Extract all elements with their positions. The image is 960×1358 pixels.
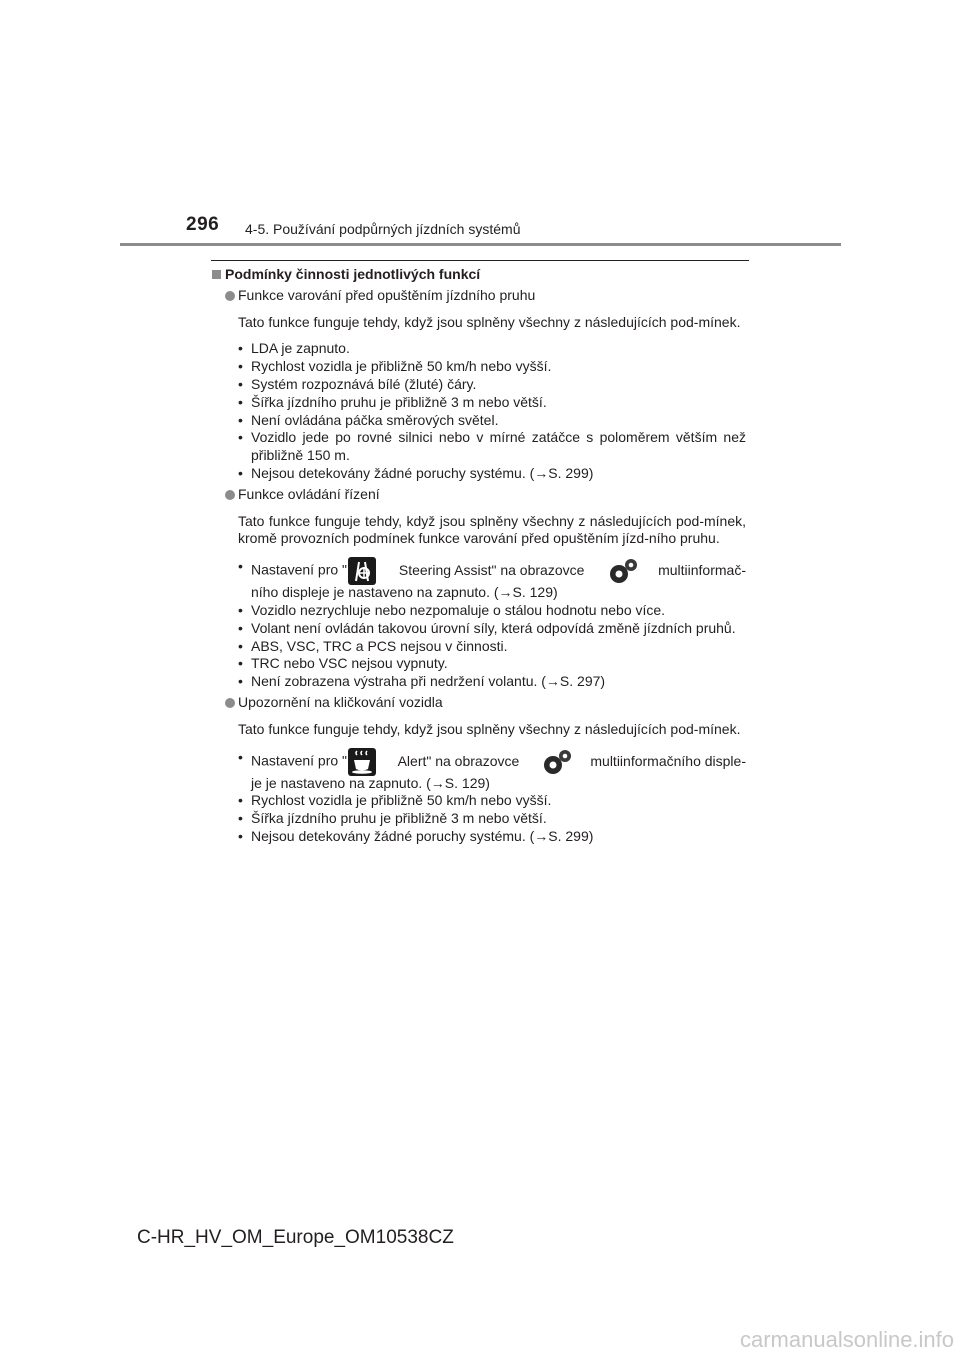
circle-bullet-icon xyxy=(225,490,235,500)
ldw-conditions-list xyxy=(238,340,746,482)
list-item: • Vozidlo jede po rovné silnici nebo v mírné zatáčce s poloměrem větším než přibližně 150 m. xyxy=(238,429,746,465)
header-divider xyxy=(120,243,841,246)
list-item: • Rychlost vozidla je přibližně 50 km/h nebo vyšší. xyxy=(238,358,746,376)
section-divider xyxy=(211,260,749,261)
circle-bullet-icon xyxy=(225,698,235,708)
list-item: • TRC nebo VSC nejsou vypnuty. xyxy=(238,655,746,673)
ldw-subheading: Funkce varování před opuštěním jízdního pruhu xyxy=(225,287,746,305)
watermark: carmanualsonline.info xyxy=(740,1327,955,1352)
coffee-cup-icon xyxy=(347,747,377,777)
steering-intro: Tato funkce funguje tehdy, když jsou splněny všechny z následujících pod-mínek, kromě provozních podmínek funkce varování před opuštěním jízd-ního pruhu. xyxy=(238,512,746,547)
steering-conditions-list xyxy=(238,558,746,691)
settings-gear-icon xyxy=(540,747,570,777)
list-item: • Není zobrazena výstraha při nedržení volantu. (→S. 297) xyxy=(238,673,746,691)
sway-subheading: Upozornění na kličkování vozidla xyxy=(225,694,746,712)
list-item: • Nejsou detekovány žádné poruchy systému. (→S. 299) xyxy=(238,465,746,483)
steering-subheading: Funkce ovládání řízení xyxy=(225,486,746,504)
sway-conditions-list xyxy=(238,749,746,846)
list-item: • Vozidlo nezrychluje nebo nezpomaluje o stálou hodnotu nebo více. xyxy=(238,602,746,620)
settings-gear-icon xyxy=(606,556,636,586)
ldw-intro: Tato funkce funguje tehdy, když jsou splněny všechny z následujících pod-mínek. xyxy=(238,313,741,330)
document-id-footer: C-HR_HV_OM_Europe_OM10538CZ xyxy=(137,1227,454,1248)
list-item: • ABS, VSC, TRC a PCS nejsou v činnosti. xyxy=(238,638,746,656)
page-number: 296 xyxy=(186,214,220,235)
sway-intro: Tato funkce funguje tehdy, když jsou splněny všechny z následujících pod-mínek. xyxy=(238,720,741,737)
list-item: • Není ovládána páčka směrových světel. xyxy=(238,412,746,430)
list-item: • Nastavení pro " Steering Assist" na obrazovce multiinformač- ního displeje je nastaveno na zapnuto. (→S. 129) xyxy=(238,558,746,602)
conditions-heading: Podmínky činnosti jednotlivých funkcí xyxy=(212,266,746,284)
list-item: • Rychlost vozidla je přibližně 50 km/h nebo vyšší. xyxy=(238,792,746,810)
list-item: • Volant není ovládán takovou úrovní síly, která odpovídá změně jízdních pruhů. xyxy=(238,620,746,638)
circle-bullet-icon xyxy=(225,291,235,301)
list-item: • LDA je zapnuto. xyxy=(238,340,746,358)
list-item: • Šířka jízdního pruhu je přibližně 3 m nebo větší. xyxy=(238,810,746,828)
page-content xyxy=(212,266,746,846)
square-bullet-icon xyxy=(212,270,221,279)
list-item: • Systém rozpoznává bílé (žluté) čáry. xyxy=(238,376,746,394)
section-title: 4-5. Používání podpůrných jízdních systémů xyxy=(245,221,521,237)
steering-assist-icon xyxy=(347,556,377,586)
list-item: • Nastavení pro " Alert" na obrazovce multiinformačního disple- je je nastaveno na zapnuto. (→S. 129) xyxy=(238,749,746,793)
list-item: • Šířka jízdního pruhu je přibližně 3 m nebo větší. xyxy=(238,394,746,412)
list-item: • Nejsou detekovány žádné poruchy systému. (→S. 299) xyxy=(238,828,746,846)
